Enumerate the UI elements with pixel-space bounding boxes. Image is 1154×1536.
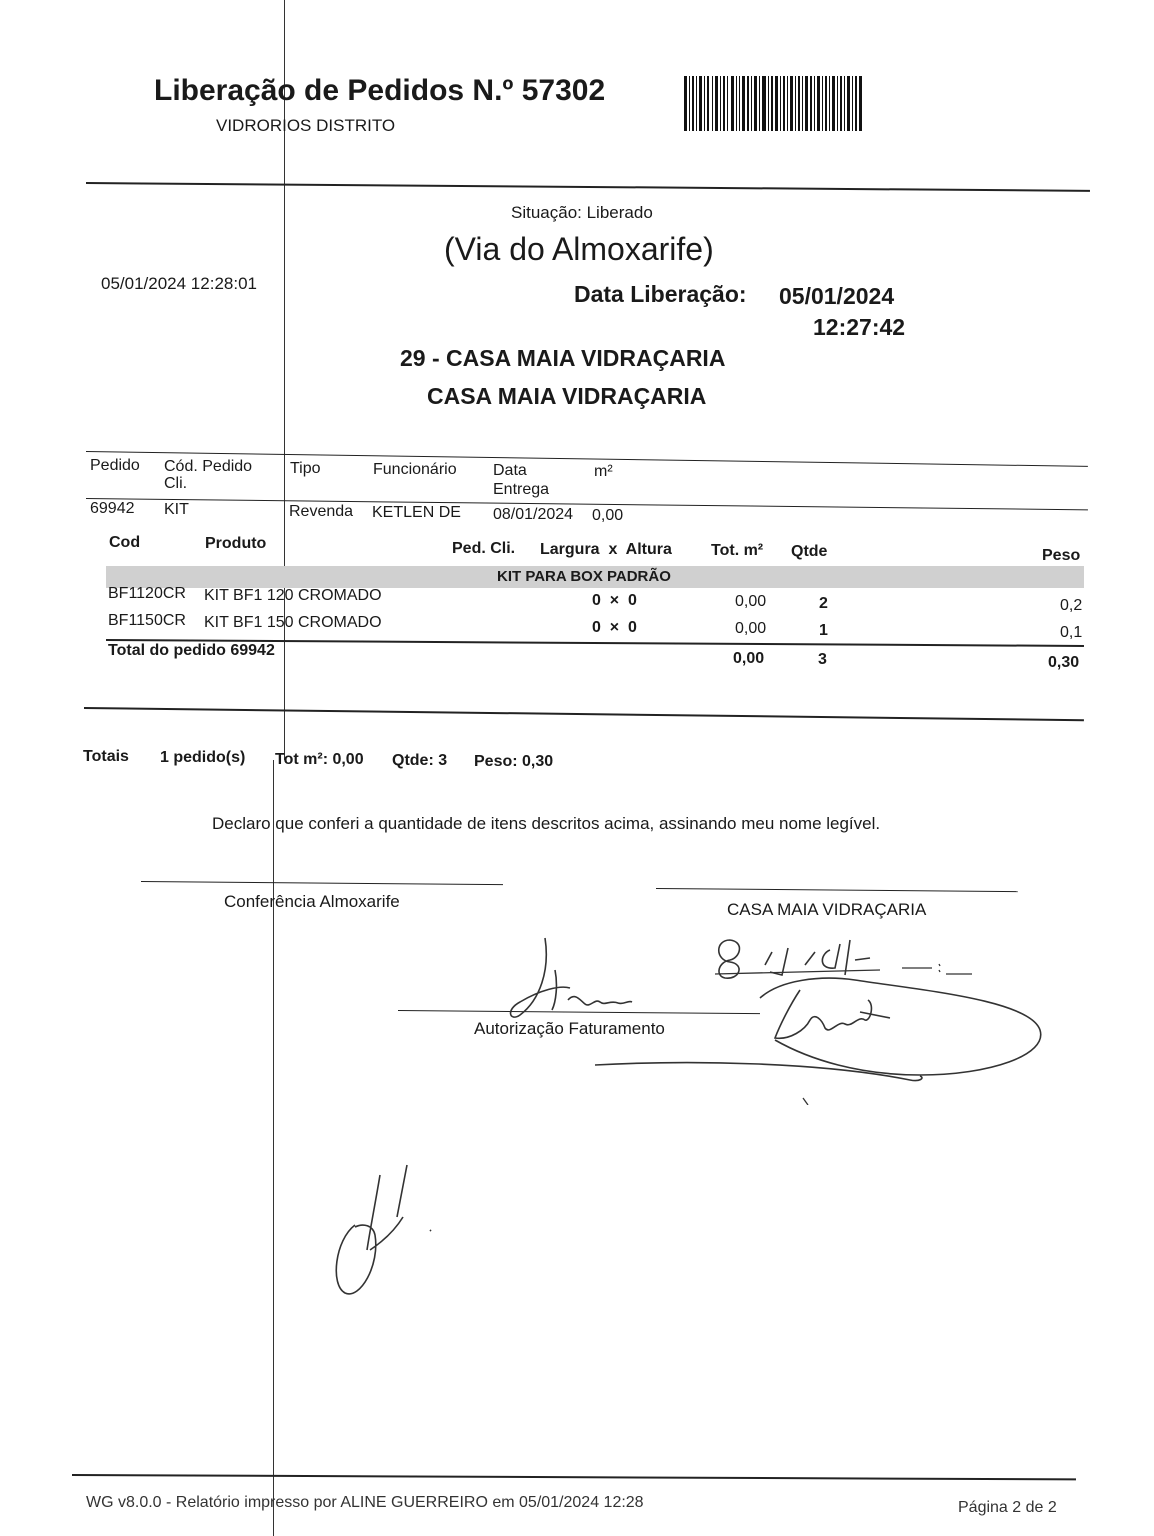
- items-bottom-rule: [84, 707, 1084, 721]
- status-label: Situação: Liberado: [511, 203, 653, 222]
- item-cod: BF1150CR: [108, 612, 186, 629]
- item-dimensions: 0 × 0: [592, 592, 637, 609]
- footer-page-number: Página 2 de 2: [958, 1499, 1057, 1516]
- col-header-funcionario: Funcionário: [373, 461, 457, 478]
- product-group-label: KIT PARA BOX PADRÃO: [497, 568, 671, 585]
- signature-label-conferencia: Conferência Almoxarife: [224, 892, 400, 911]
- release-date-label: Data Liberação:: [574, 281, 747, 307]
- scan-fold-line-lower: [273, 760, 274, 1536]
- item-cod: BF1120CR: [108, 585, 186, 602]
- totals-peso: Peso: 0,30: [474, 753, 554, 770]
- totals-pedidos: 1 pedido(s): [160, 749, 246, 766]
- col-header-m2: m²: [594, 463, 613, 480]
- item-dimensions: 0 × 0: [592, 619, 637, 636]
- item-produto: KIT BF1 150 CROMADO: [204, 614, 382, 631]
- col-header-tipo: Tipo: [290, 460, 321, 477]
- footer-divider: [72, 1474, 1076, 1480]
- printed-datetime: 05/01/2024 12:28:01: [101, 274, 257, 293]
- release-time-value: 12:27:42: [813, 314, 906, 340]
- item-peso: 0,1: [1060, 624, 1083, 641]
- client-code-name: 29 - CASA MAIA VIDRAÇARIA: [400, 345, 726, 371]
- item-header-qtde: Qtde: [791, 543, 828, 560]
- signature-label-autorizacao: Autorização Faturamento: [474, 1019, 665, 1038]
- client-name: CASA MAIA VIDRAÇARIA: [427, 383, 707, 409]
- item-qtde: 1: [819, 622, 828, 639]
- col-header-cod-pedido: Cód. Pedido: [164, 458, 253, 475]
- signature-line-cliente: [656, 888, 1018, 892]
- item-qtde: 2: [819, 595, 828, 612]
- handwritten-ok-mark: [325, 1155, 445, 1300]
- release-date-value: 05/01/2024: [779, 283, 895, 309]
- copy-type-title: (Via do Almoxarife): [444, 231, 714, 267]
- order-total-m2: 0,00: [733, 650, 765, 667]
- order-total-qtde: 3: [818, 651, 827, 668]
- item-header-cod: Cod: [109, 534, 141, 551]
- item-header-largura-altura: Largura x Altura: [540, 541, 672, 558]
- barcode-icon: [684, 76, 862, 131]
- col-header-data: Data: [493, 462, 527, 479]
- order-cell-data: 08/01/2024: [493, 506, 574, 523]
- signature-label-cliente: CASA MAIA VIDRAÇARIA: [727, 900, 927, 919]
- handwritten-signature-client: [590, 950, 1050, 1105]
- header-divider: [86, 182, 1090, 192]
- item-peso: 0,2: [1060, 597, 1083, 614]
- order-table-header-rule: [86, 498, 1088, 510]
- document-title: Liberação de Pedidos N.º 57302: [154, 74, 606, 107]
- scan-fold-line: [284, 0, 285, 760]
- item-tot-m2: 0,00: [735, 620, 767, 637]
- item-tot-m2: 0,00: [735, 593, 767, 610]
- item-produto: KIT BF1 120 CROMADO: [204, 587, 382, 604]
- order-total-label: Total do pedido 69942: [108, 642, 275, 659]
- order-total-peso: 0,30: [1048, 654, 1080, 671]
- item-header-peso: Peso: [1042, 547, 1081, 564]
- item-header-ped-cli: Ped. Cli.: [452, 540, 516, 557]
- totals-qtde: Qtde: 3: [392, 752, 448, 769]
- item-header-produto: Produto: [205, 535, 267, 552]
- order-cell-tipo: Revenda: [289, 503, 354, 520]
- declaration-text: Declaro que conferi a quantidade de itens descritos acima, assinando meu nome legível.: [212, 814, 881, 833]
- order-cell-pedido: 69942: [90, 500, 135, 517]
- order-cell-m2: 0,00: [592, 507, 624, 524]
- item-header-tot-m2: Tot. m²: [711, 542, 764, 559]
- col-header-pedido: Pedido: [90, 457, 140, 474]
- col-header-data-entrega: Entrega: [493, 481, 550, 498]
- col-header-cod-pedido-cli: Cli.: [164, 475, 188, 492]
- signature-line-conferencia: [141, 881, 503, 885]
- order-cell-cod: KIT: [164, 501, 189, 518]
- company-name: VIDRORIOS DISTRITO: [216, 116, 396, 135]
- totals-label: Totais: [83, 748, 129, 765]
- totals-m2: Tot m²: 0,00: [275, 751, 364, 768]
- order-cell-funcionario: KETLEN DE: [372, 504, 461, 521]
- footer-printed-by: WG v8.0.0 - Relatório impresso por ALINE GUERREIRO em 05/01/2024 12:28: [86, 1494, 644, 1511]
